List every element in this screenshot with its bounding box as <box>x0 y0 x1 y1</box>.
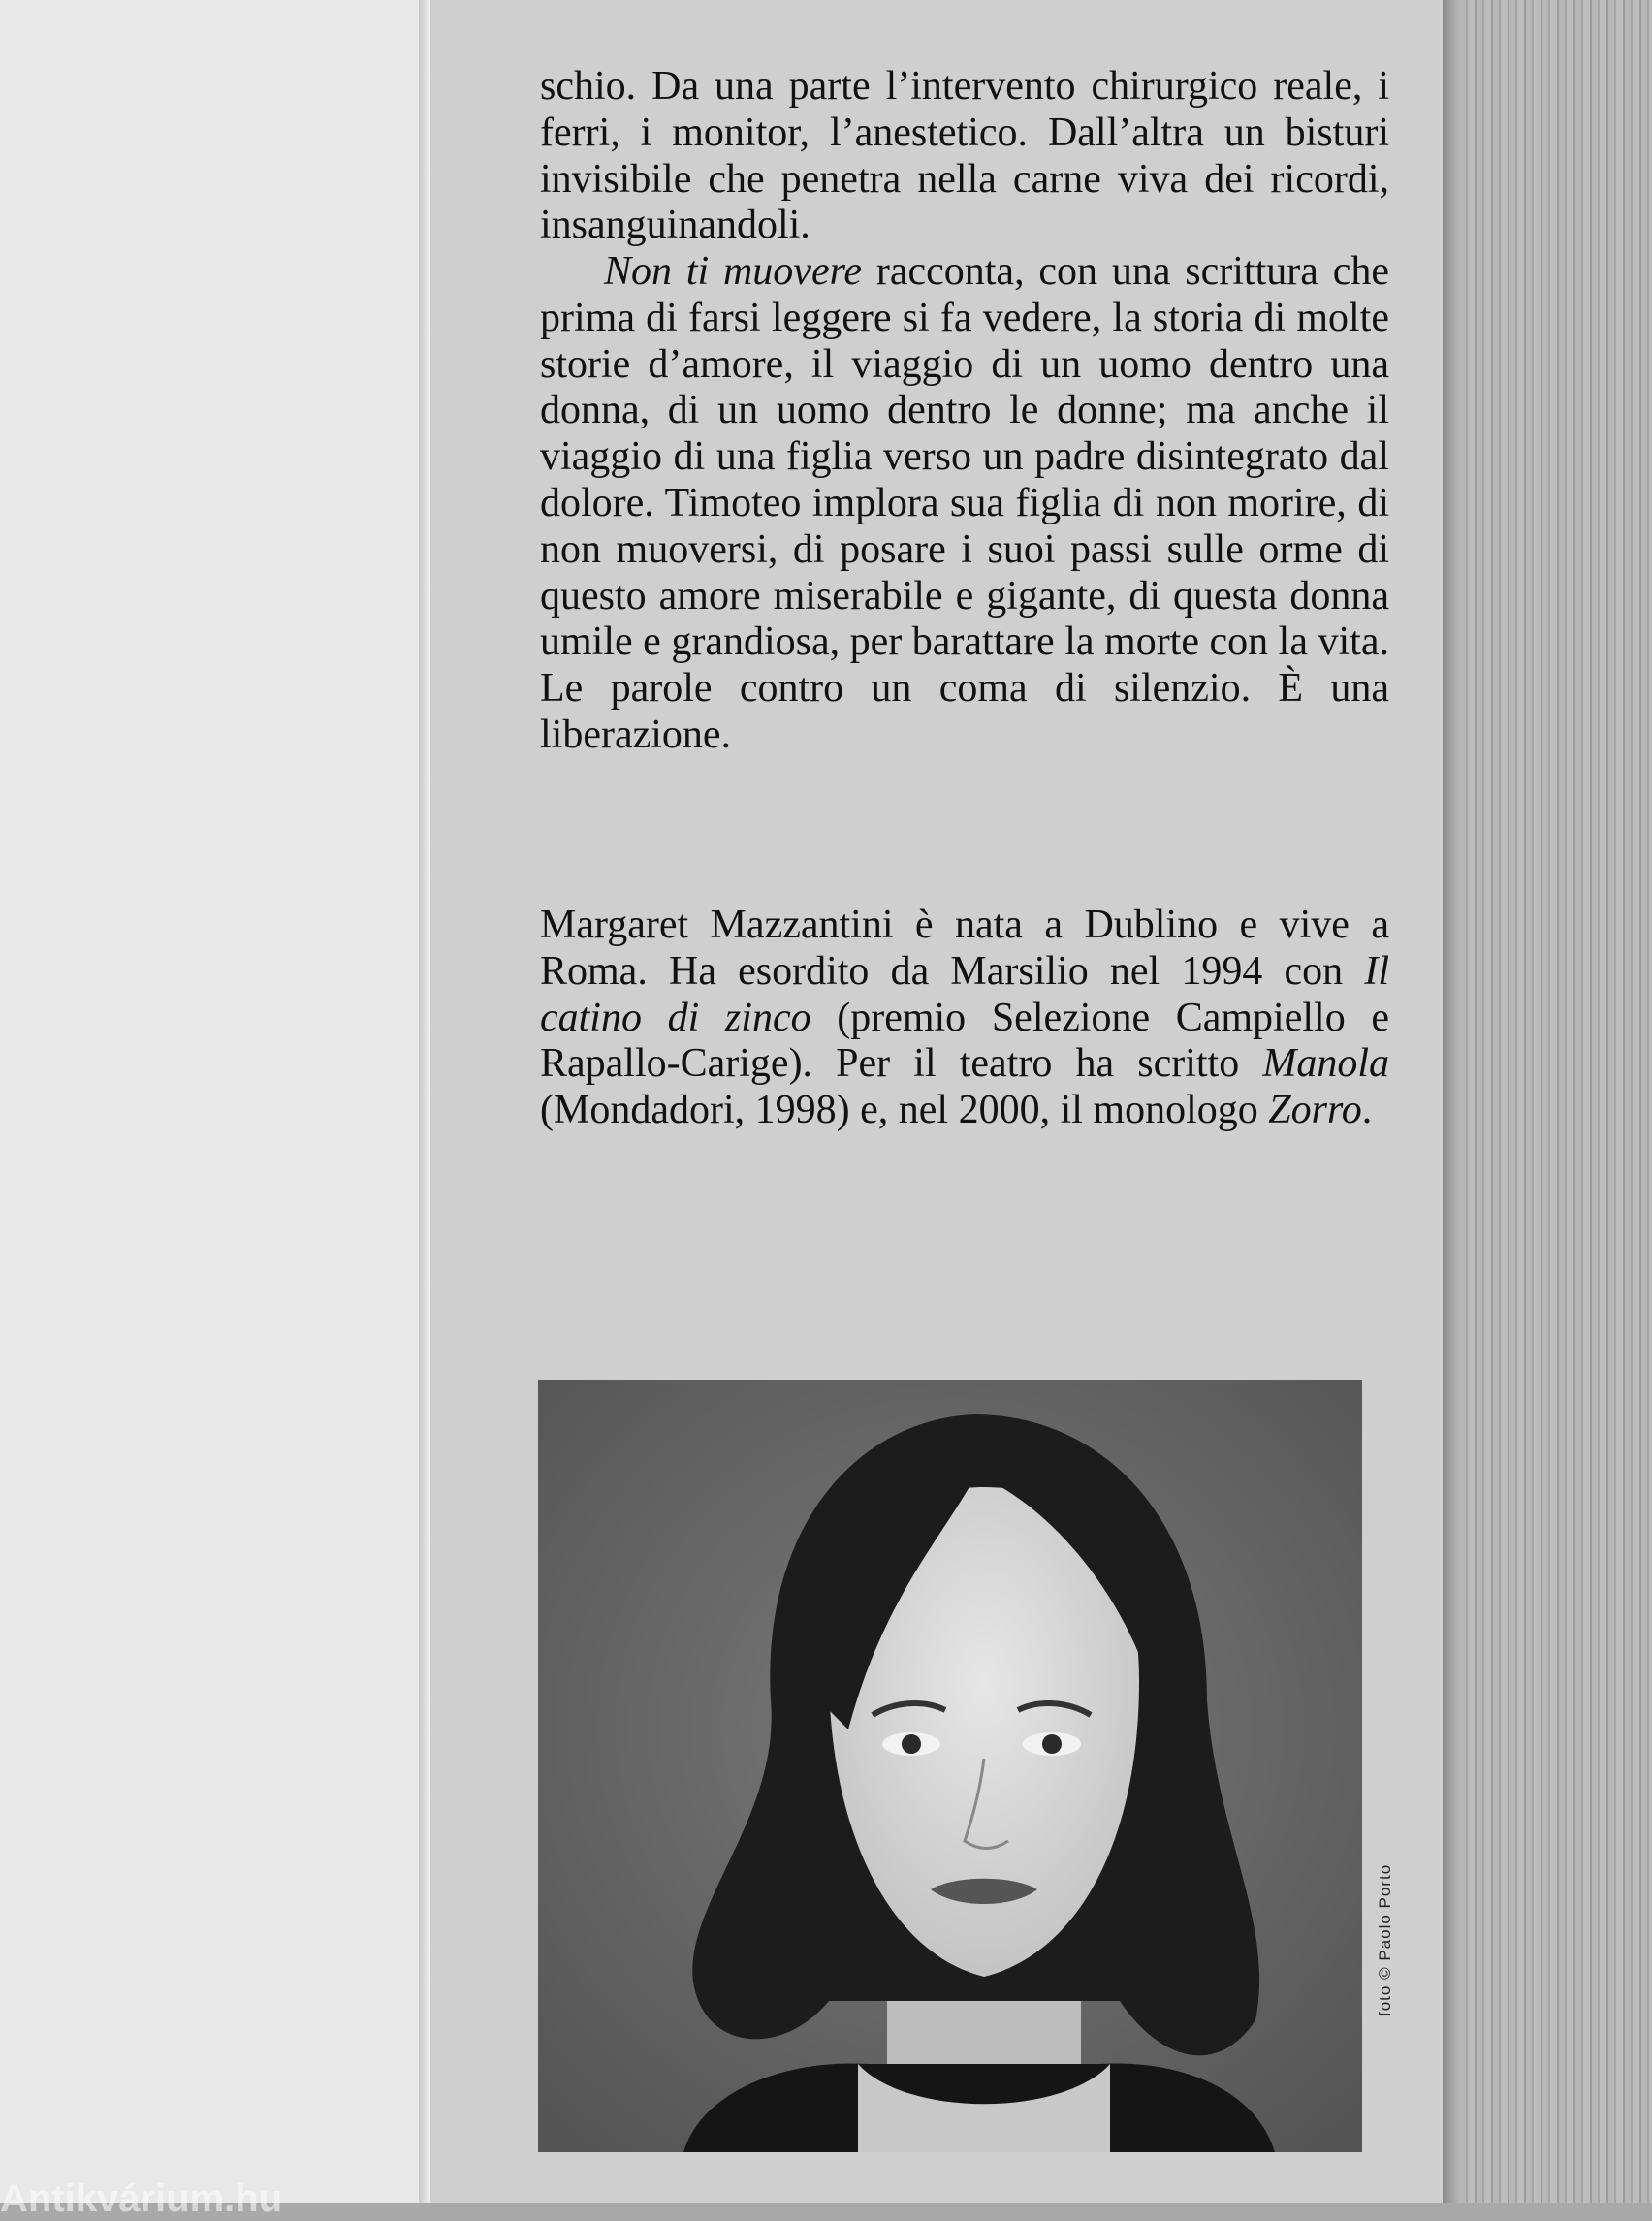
left-page <box>0 0 427 2203</box>
bio-text-4: . <box>1361 1088 1373 1133</box>
page-gutter <box>419 0 430 2203</box>
photo-credit: foto © Paolo Porto <box>1376 1863 1394 2016</box>
bio-title-2: Manola <box>1262 1041 1389 1087</box>
author-photo <box>538 1380 1362 2152</box>
watermark: Antikvárium.hu <box>0 2177 283 2220</box>
author-bio <box>540 903 1389 1134</box>
bio-title-3: Zorro <box>1268 1088 1362 1133</box>
wooden-surface <box>1460 0 1652 2203</box>
bio-title-1: Il catino di zinco <box>540 948 1389 1040</box>
author-portrait-illustration <box>538 1380 1362 2152</box>
synopsis-text-2: racconta, con una scrittura che prima di farsi leggere si fa vedere, la storia di molte storie d’amore, il viaggio di un uomo dentro una donna, di un uomo dentro le donne; ma anche il viaggio di una figlia verso un padre disintegrato dal dolore. Timoteo implora sua figlia di non morire, di non muoversi, di posare i suoi passi sulle orme di questo amore miserabile e gigante, di questa donna umile e grandiosa, per barattare la morte con la vita. Le parole contro un coma di silenzio. È una liberazione. <box>540 249 1389 757</box>
bio-text-1: Margaret Mazzantini è nata a Dublino e vive a Roma. Ha esordito da Marsilio nel 1994 con <box>540 903 1389 994</box>
flap-edge <box>1443 0 1460 2203</box>
bio-text-3: (Mondadori, 1998) e, nel 2000, il monologo <box>540 1088 1269 1133</box>
synopsis-paragraph-2 <box>540 249 1389 759</box>
synopsis-paragraph-1 <box>540 64 1389 249</box>
bio-text-2: (premio Selezione Campiello e Rapallo-Carige). Per il teatro ha scritto <box>540 995 1389 1087</box>
synopsis-text-1: schio. Da una parte l’intervento chirurgico reale, i ferri, i monitor, l’anestetico. Dall’altra un bisturi invisibile che penetra nella carne viva dei ricordi, insanguinandoli. <box>540 64 1389 248</box>
book-title: Non ti muovere <box>604 249 863 294</box>
